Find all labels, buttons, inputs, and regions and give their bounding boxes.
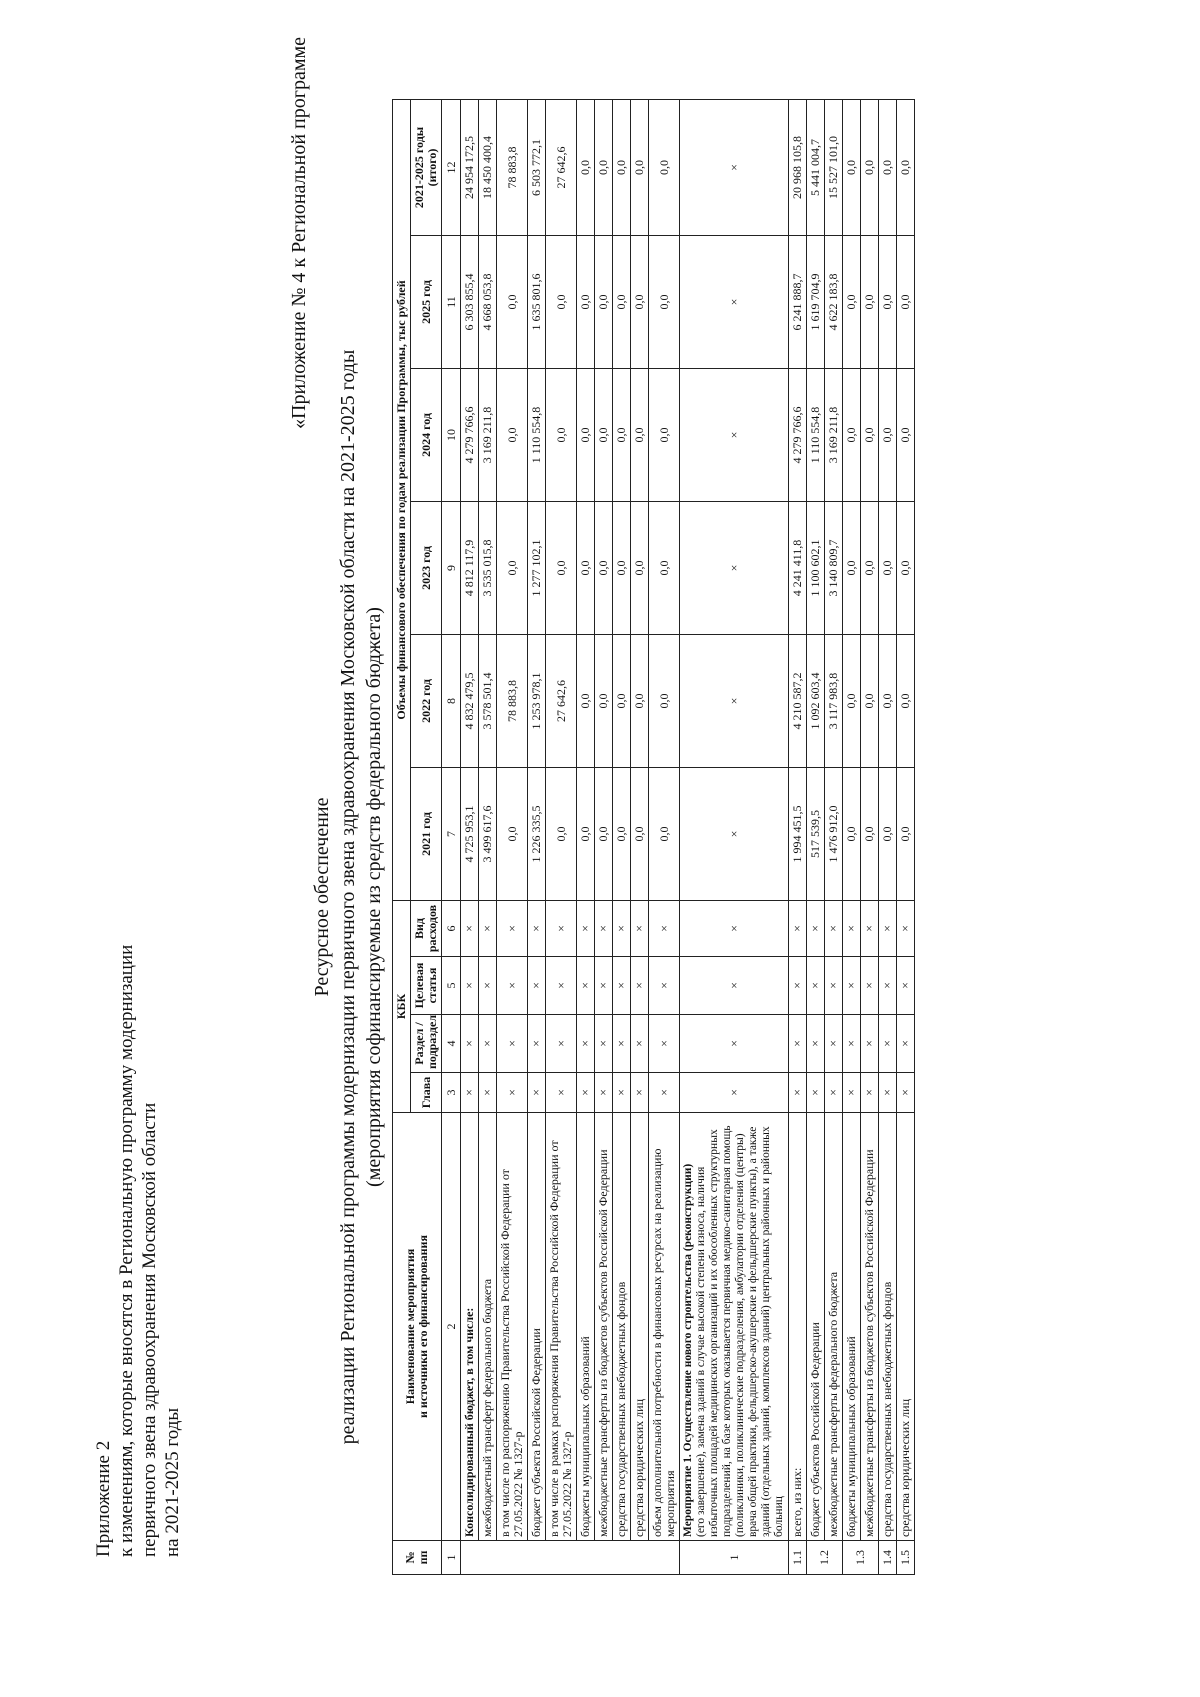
table-row <box>497 99 528 1574</box>
table-row <box>649 99 680 1574</box>
kbk-cell: × <box>789 1015 807 1073</box>
value-cell: 4 241 411,8 <box>789 501 807 634</box>
row-name-cell: средства юридических лиц <box>631 1113 649 1541</box>
kbk-cell: × <box>789 1073 807 1113</box>
value-cell: 0,0 <box>613 368 631 501</box>
column-index-cell: 11 <box>442 235 461 368</box>
value-cell: 3 140 809,7 <box>825 501 843 634</box>
column-index-cell: 10 <box>442 368 461 501</box>
row-name-cell: средства государственных внебюджетных фондов <box>613 1113 631 1541</box>
kbk-cell: × <box>680 1073 789 1113</box>
value-cell: 0,0 <box>631 99 649 235</box>
value-cell: 0,0 <box>861 99 879 235</box>
col-name-header <box>393 1113 442 1541</box>
value-cell: × <box>680 99 789 235</box>
value-cell: 4 210 587,2 <box>789 634 807 767</box>
row-name-cell: межбюджетные трансферты федерального бюджета <box>825 1113 843 1541</box>
kbk-cell: × <box>807 957 825 1015</box>
value-cell: 0,0 <box>843 767 861 900</box>
value-cell: 0,0 <box>879 368 897 501</box>
kbk-cell: × <box>528 1073 546 1113</box>
row-number-cell <box>461 1541 680 1575</box>
kbk-cell: × <box>595 1015 613 1073</box>
value-cell: 5 441 004,7 <box>807 99 825 235</box>
row-name-cell: бюджеты муниципальных образований <box>577 1113 595 1541</box>
value-cell: 0,0 <box>861 235 879 368</box>
value-cell: 0,0 <box>649 368 680 501</box>
kbk-cell: × <box>497 957 528 1015</box>
value-cell: 1 253 978,1 <box>528 634 546 767</box>
kbk-cell: × <box>789 957 807 1015</box>
kbk-cell: × <box>479 957 497 1015</box>
kbk-cell: × <box>577 1015 595 1073</box>
table-row <box>631 99 649 1574</box>
kbk-cell: × <box>613 957 631 1015</box>
value-cell: 0,0 <box>861 767 879 900</box>
col-2021-header: 2021 год <box>411 767 442 900</box>
kbk-cell: × <box>528 1015 546 1073</box>
row-name-cell: объем дополнительной потребности в финансовых ресурсах на реализацию мероприятия <box>649 1113 680 1541</box>
row-name-cell: межбюджетные трансферты из бюджетов субъектов Российской Федерации <box>595 1113 613 1541</box>
value-cell: 0,0 <box>843 99 861 235</box>
value-cell: 0,0 <box>843 634 861 767</box>
col-2024-header: 2024 год <box>411 368 442 501</box>
value-cell: 0,0 <box>595 501 613 634</box>
kbk-cell: × <box>897 1073 915 1113</box>
value-cell: 0,0 <box>879 501 897 634</box>
row-name-cell: средства юридических лиц <box>897 1113 915 1541</box>
row-number-cell: 1 <box>680 1541 789 1575</box>
col-name-header-b: и источники его финансирования <box>416 1235 430 1418</box>
row-number-cell: 1.1 <box>789 1541 807 1575</box>
row-number-cell: 1.3 <box>843 1541 879 1575</box>
value-cell: 0,0 <box>577 99 595 235</box>
row-name-cell: межбюджетные трансферты из бюджетов субъектов Российской Федерации <box>861 1113 879 1541</box>
row-name-cell: межбюджетный трансферт федерального бюджета <box>479 1113 497 1541</box>
value-cell: 1 092 603,4 <box>807 634 825 767</box>
col-2025-header: 2025 год <box>411 235 442 368</box>
value-cell: 0,0 <box>861 501 879 634</box>
value-cell: 0,0 <box>497 368 528 501</box>
value-cell: 0,0 <box>897 501 915 634</box>
kbk-cell: × <box>461 900 479 956</box>
appendix-line: на 2021-2025 годы <box>162 1407 183 1557</box>
table-row <box>807 99 825 1574</box>
col-name-header-a: Наименование мероприятия <box>403 1248 417 1405</box>
value-cell: 4 832 479,5 <box>461 634 479 767</box>
kbk-cell: × <box>843 1015 861 1073</box>
resource-table <box>392 99 915 1575</box>
kbk-cell: × <box>843 1073 861 1113</box>
value-cell: 0,0 <box>546 235 577 368</box>
value-cell: 0,0 <box>631 767 649 900</box>
value-cell: 0,0 <box>879 235 897 368</box>
value-cell: 0,0 <box>879 99 897 235</box>
kbk-cell: × <box>879 1015 897 1073</box>
value-cell: 1 994 451,5 <box>789 767 807 900</box>
kbk-cell: × <box>861 1073 879 1113</box>
column-index-cell: 2 <box>442 1113 461 1541</box>
kbk-cell: × <box>861 900 879 956</box>
document-title: Ресурсное обеспечение <box>311 797 333 997</box>
value-cell: 1 277 102,1 <box>528 501 546 634</box>
col-vid-header: Вид расходов <box>411 900 442 956</box>
row-name-cell: средства государственных внебюджетных фондов <box>879 1113 897 1541</box>
value-cell: 1 110 554,8 <box>528 368 546 501</box>
kbk-cell: × <box>680 900 789 956</box>
row-name-cell: бюджет субъекта Российской Федерации <box>528 1113 546 1541</box>
kbk-cell: × <box>807 1073 825 1113</box>
kbk-cell: × <box>546 900 577 956</box>
table-row <box>825 99 843 1574</box>
row-name-cell: в том числе в рамках распоряжения Правительства Российской Федерации от 27.05.2022 № 1327-р <box>546 1113 577 1541</box>
value-cell: 0,0 <box>577 235 595 368</box>
value-cell: 0,0 <box>613 501 631 634</box>
table-body <box>442 99 915 1574</box>
value-cell: 0,0 <box>861 634 879 767</box>
value-cell: 0,0 <box>631 368 649 501</box>
kbk-cell: × <box>546 1015 577 1073</box>
value-cell: 4 279 766,6 <box>461 368 479 501</box>
kbk-cell: × <box>479 900 497 956</box>
kbk-cell: × <box>546 1073 577 1113</box>
value-cell: 0,0 <box>613 634 631 767</box>
value-cell: 78 883,8 <box>497 99 528 235</box>
value-cell: 3 499 617,6 <box>479 767 497 900</box>
value-cell: 0,0 <box>897 368 915 501</box>
col-razdel-header: Раздел / подраздел <box>411 1015 442 1073</box>
table-row <box>461 99 479 1574</box>
value-cell: 0,0 <box>897 767 915 900</box>
value-cell: 0,0 <box>631 634 649 767</box>
value-cell: 20 968 105,8 <box>789 99 807 235</box>
kbk-cell: × <box>497 900 528 956</box>
kbk-cell: × <box>879 957 897 1015</box>
col-kbk-header: КБК <box>393 900 411 1112</box>
table-row <box>595 99 613 1574</box>
kbk-cell: × <box>613 900 631 956</box>
kbk-cell: × <box>649 957 680 1015</box>
document-subtitle: реализации Региональной программы модернизации первичного звена здравоохранения Московской области на 2021-2025 годы <box>337 349 359 1445</box>
kbk-cell: × <box>613 1073 631 1113</box>
kbk-cell: × <box>825 1015 843 1073</box>
value-cell: 3 169 211,8 <box>479 368 497 501</box>
kbk-cell: × <box>825 1073 843 1113</box>
kbk-cell: × <box>528 957 546 1015</box>
kbk-cell: × <box>497 1073 528 1113</box>
value-cell: 0,0 <box>595 235 613 368</box>
value-cell: 0,0 <box>879 634 897 767</box>
value-cell: 0,0 <box>546 501 577 634</box>
value-cell: 27 642,6 <box>546 634 577 767</box>
value-cell: 0,0 <box>649 235 680 368</box>
column-index-cell: 5 <box>442 957 461 1015</box>
value-cell: 6 241 888,7 <box>789 235 807 368</box>
table-row <box>843 99 861 1574</box>
kbk-cell: × <box>461 1015 479 1073</box>
value-cell: × <box>680 368 789 501</box>
value-cell: 4 668 053,8 <box>479 235 497 368</box>
value-cell: 0,0 <box>861 368 879 501</box>
value-cell: 0,0 <box>577 634 595 767</box>
value-cell: 4 622 183,8 <box>825 235 843 368</box>
kbk-cell: × <box>461 957 479 1015</box>
col-num-header: № пп <box>393 1541 442 1575</box>
value-cell: 4 279 766,6 <box>789 368 807 501</box>
appendix-reference: «Приложение № 4 к Региональной программе <box>288 36 310 429</box>
kbk-cell: × <box>577 900 595 956</box>
kbk-cell: × <box>631 900 649 956</box>
value-cell: 6 503 772,1 <box>528 99 546 235</box>
column-index-cell: 9 <box>442 501 461 634</box>
value-cell: 0,0 <box>595 767 613 900</box>
kbk-cell: × <box>595 957 613 1015</box>
table-row <box>861 99 879 1574</box>
table-row <box>789 99 807 1574</box>
kbk-cell: × <box>897 1015 915 1073</box>
event-title: Мероприятие 1. Осуществление нового строительства (реконструкции) <box>682 1163 694 1537</box>
kbk-cell: × <box>631 957 649 1015</box>
value-cell: 6 303 855,4 <box>461 235 479 368</box>
appendix-line: первичного звена здравоохранения Московской области <box>139 1102 160 1557</box>
value-cell: 0,0 <box>497 767 528 900</box>
value-cell: × <box>680 501 789 634</box>
kbk-cell: × <box>631 1073 649 1113</box>
value-cell: × <box>680 767 789 900</box>
kbk-cell: × <box>613 1015 631 1073</box>
kbk-cell: × <box>631 1015 649 1073</box>
event-text: (его завершение), замена зданий в случае высокой степени износа, наличия избыточных площадей медицинских организаций и их обособленных структурных подразделений, на базе которых оказывается первичная медико-санитарная помощь (поликлиники, поликлинические подразделения, амбулатории отделения (центры) врача общей практики, фельдшерско-акушерские и фельдшерские пункты), а также зданий (отдельных зданий, комплексов зданий) центральных районных и районных больниц <box>695 1125 785 1537</box>
column-index-cell: 4 <box>442 1015 461 1073</box>
kbk-cell: × <box>897 900 915 956</box>
value-cell: 4 812 117,9 <box>461 501 479 634</box>
appendix-line: к изменениям, которые вносятся в Региональную программу модернизации <box>116 944 137 1557</box>
event-description-cell <box>680 1113 789 1541</box>
value-cell: 1 226 335,5 <box>528 767 546 900</box>
value-cell: 0,0 <box>843 235 861 368</box>
table-row <box>897 99 915 1574</box>
kbk-cell: × <box>546 957 577 1015</box>
table-row <box>528 99 546 1574</box>
value-cell: 0,0 <box>595 99 613 235</box>
value-cell: 0,0 <box>897 235 915 368</box>
value-cell: 3 117 983,8 <box>825 634 843 767</box>
kbk-cell: × <box>479 1073 497 1113</box>
kbk-cell: × <box>528 900 546 956</box>
value-cell: 0,0 <box>546 767 577 900</box>
header-row <box>393 99 411 1574</box>
kbk-cell: × <box>680 957 789 1015</box>
value-cell: 0,0 <box>897 99 915 235</box>
value-cell: 15 527 101,0 <box>825 99 843 235</box>
value-cell: 0,0 <box>595 368 613 501</box>
value-cell: 0,0 <box>497 235 528 368</box>
row-number-cell: 1.4 <box>879 1541 897 1575</box>
row-name-cell: бюджет субъектов Российской Федерации <box>807 1113 825 1541</box>
col-total-header <box>411 99 442 235</box>
value-cell: 78 883,8 <box>497 634 528 767</box>
row-name-cell: в том числе по распоряжению Правительства Российской Федерации от 27.05.2022 № 1327-р <box>497 1113 528 1541</box>
value-cell: 0,0 <box>577 501 595 634</box>
kbk-cell: × <box>825 900 843 956</box>
kbk-cell: × <box>461 1073 479 1113</box>
value-cell: 27 642,6 <box>546 99 577 235</box>
value-cell: 0,0 <box>595 634 613 767</box>
kbk-cell: × <box>577 1073 595 1113</box>
value-cell: 18 450 400,4 <box>479 99 497 235</box>
table-row <box>479 99 497 1574</box>
value-cell: 0,0 <box>546 368 577 501</box>
col-2023-header: 2023 год <box>411 501 442 634</box>
table-row <box>577 99 595 1574</box>
value-cell: 0,0 <box>497 501 528 634</box>
kbk-cell: × <box>825 957 843 1015</box>
column-index-cell: 1 <box>442 1541 461 1575</box>
value-cell: 0,0 <box>631 235 649 368</box>
kbk-cell: × <box>497 1015 528 1073</box>
document-subtitle-note: (мероприятия софинансируемые из средств федерального бюджета) <box>363 607 385 1187</box>
row-name-cell: бюджеты муниципальных образований <box>843 1113 861 1541</box>
column-index-cell: 6 <box>442 900 461 956</box>
col-glava-header: Глава <box>411 1073 442 1113</box>
value-cell: 0,0 <box>649 99 680 235</box>
value-cell: 0,0 <box>879 767 897 900</box>
value-cell: 24 954 172,5 <box>461 99 479 235</box>
value-cell: 1 100 602,1 <box>807 501 825 634</box>
kbk-cell: × <box>807 1015 825 1073</box>
value-cell: 1 619 704,9 <box>807 235 825 368</box>
value-cell: 0,0 <box>577 767 595 900</box>
value-cell: 0,0 <box>631 501 649 634</box>
value-cell: 1 635 801,6 <box>528 235 546 368</box>
kbk-cell: × <box>595 900 613 956</box>
resource-table-wrapper <box>392 100 915 1575</box>
kbk-cell: × <box>789 900 807 956</box>
value-cell: 1 476 912,0 <box>825 767 843 900</box>
value-cell: 0,0 <box>843 368 861 501</box>
value-cell: 1 110 554,8 <box>807 368 825 501</box>
kbk-cell: × <box>897 957 915 1015</box>
value-cell: 0,0 <box>613 235 631 368</box>
row-number-cell: 1.2 <box>807 1541 843 1575</box>
table-row <box>613 99 631 1574</box>
row-name-cell: всего, из них: <box>789 1113 807 1541</box>
kbk-cell: × <box>861 957 879 1015</box>
value-cell: 3 578 501,4 <box>479 634 497 767</box>
kbk-cell: × <box>649 900 680 956</box>
column-index-cell: 8 <box>442 634 461 767</box>
column-index-cell: 3 <box>442 1073 461 1113</box>
table-row <box>546 99 577 1574</box>
event-row <box>680 99 789 1574</box>
appendix-line: Приложение 2 <box>93 1440 114 1557</box>
kbk-cell: × <box>479 1015 497 1073</box>
col-total-header-a: 2021-2025 годы <box>412 126 426 209</box>
column-index-row <box>442 99 461 1574</box>
kbk-cell: × <box>807 900 825 956</box>
col-volumes-header: Объемы финансового обеспечения по годам реализации Программы, тыс рублей <box>393 99 411 900</box>
value-cell: 0,0 <box>649 501 680 634</box>
row-name-cell: Консолидированный бюджет, в том числе: <box>461 1113 479 1541</box>
value-cell: × <box>680 235 789 368</box>
kbk-cell: × <box>649 1015 680 1073</box>
kbk-cell: × <box>595 1073 613 1113</box>
value-cell: 0,0 <box>649 767 680 900</box>
value-cell: 0,0 <box>577 368 595 501</box>
value-cell: 517 539,5 <box>807 767 825 900</box>
value-cell: 0,0 <box>649 634 680 767</box>
kbk-cell: × <box>649 1073 680 1113</box>
column-index-cell: 7 <box>442 767 461 900</box>
value-cell: × <box>680 634 789 767</box>
kbk-cell: × <box>843 900 861 956</box>
kbk-cell: × <box>861 1015 879 1073</box>
row-number-cell: 1.5 <box>897 1541 915 1575</box>
kbk-cell: × <box>577 957 595 1015</box>
column-index-cell: 12 <box>442 99 461 235</box>
kbk-cell: × <box>843 957 861 1015</box>
value-cell: 0,0 <box>613 767 631 900</box>
value-cell: 3 169 211,8 <box>825 368 843 501</box>
value-cell: 3 535 015,8 <box>479 501 497 634</box>
appendix-header <box>92 945 184 1557</box>
col-celevaya-header: Целевая статья <box>411 957 442 1015</box>
table-row <box>879 99 897 1574</box>
kbk-cell: × <box>680 1015 789 1073</box>
value-cell: 0,0 <box>843 501 861 634</box>
value-cell: 0,0 <box>613 99 631 235</box>
col-2022-header: 2022 год <box>411 634 442 767</box>
value-cell: 4 725 953,1 <box>461 767 479 900</box>
value-cell: 0,0 <box>897 634 915 767</box>
kbk-cell: × <box>879 1073 897 1113</box>
col-total-header-b: (итого) <box>425 148 439 187</box>
kbk-cell: × <box>879 900 897 956</box>
